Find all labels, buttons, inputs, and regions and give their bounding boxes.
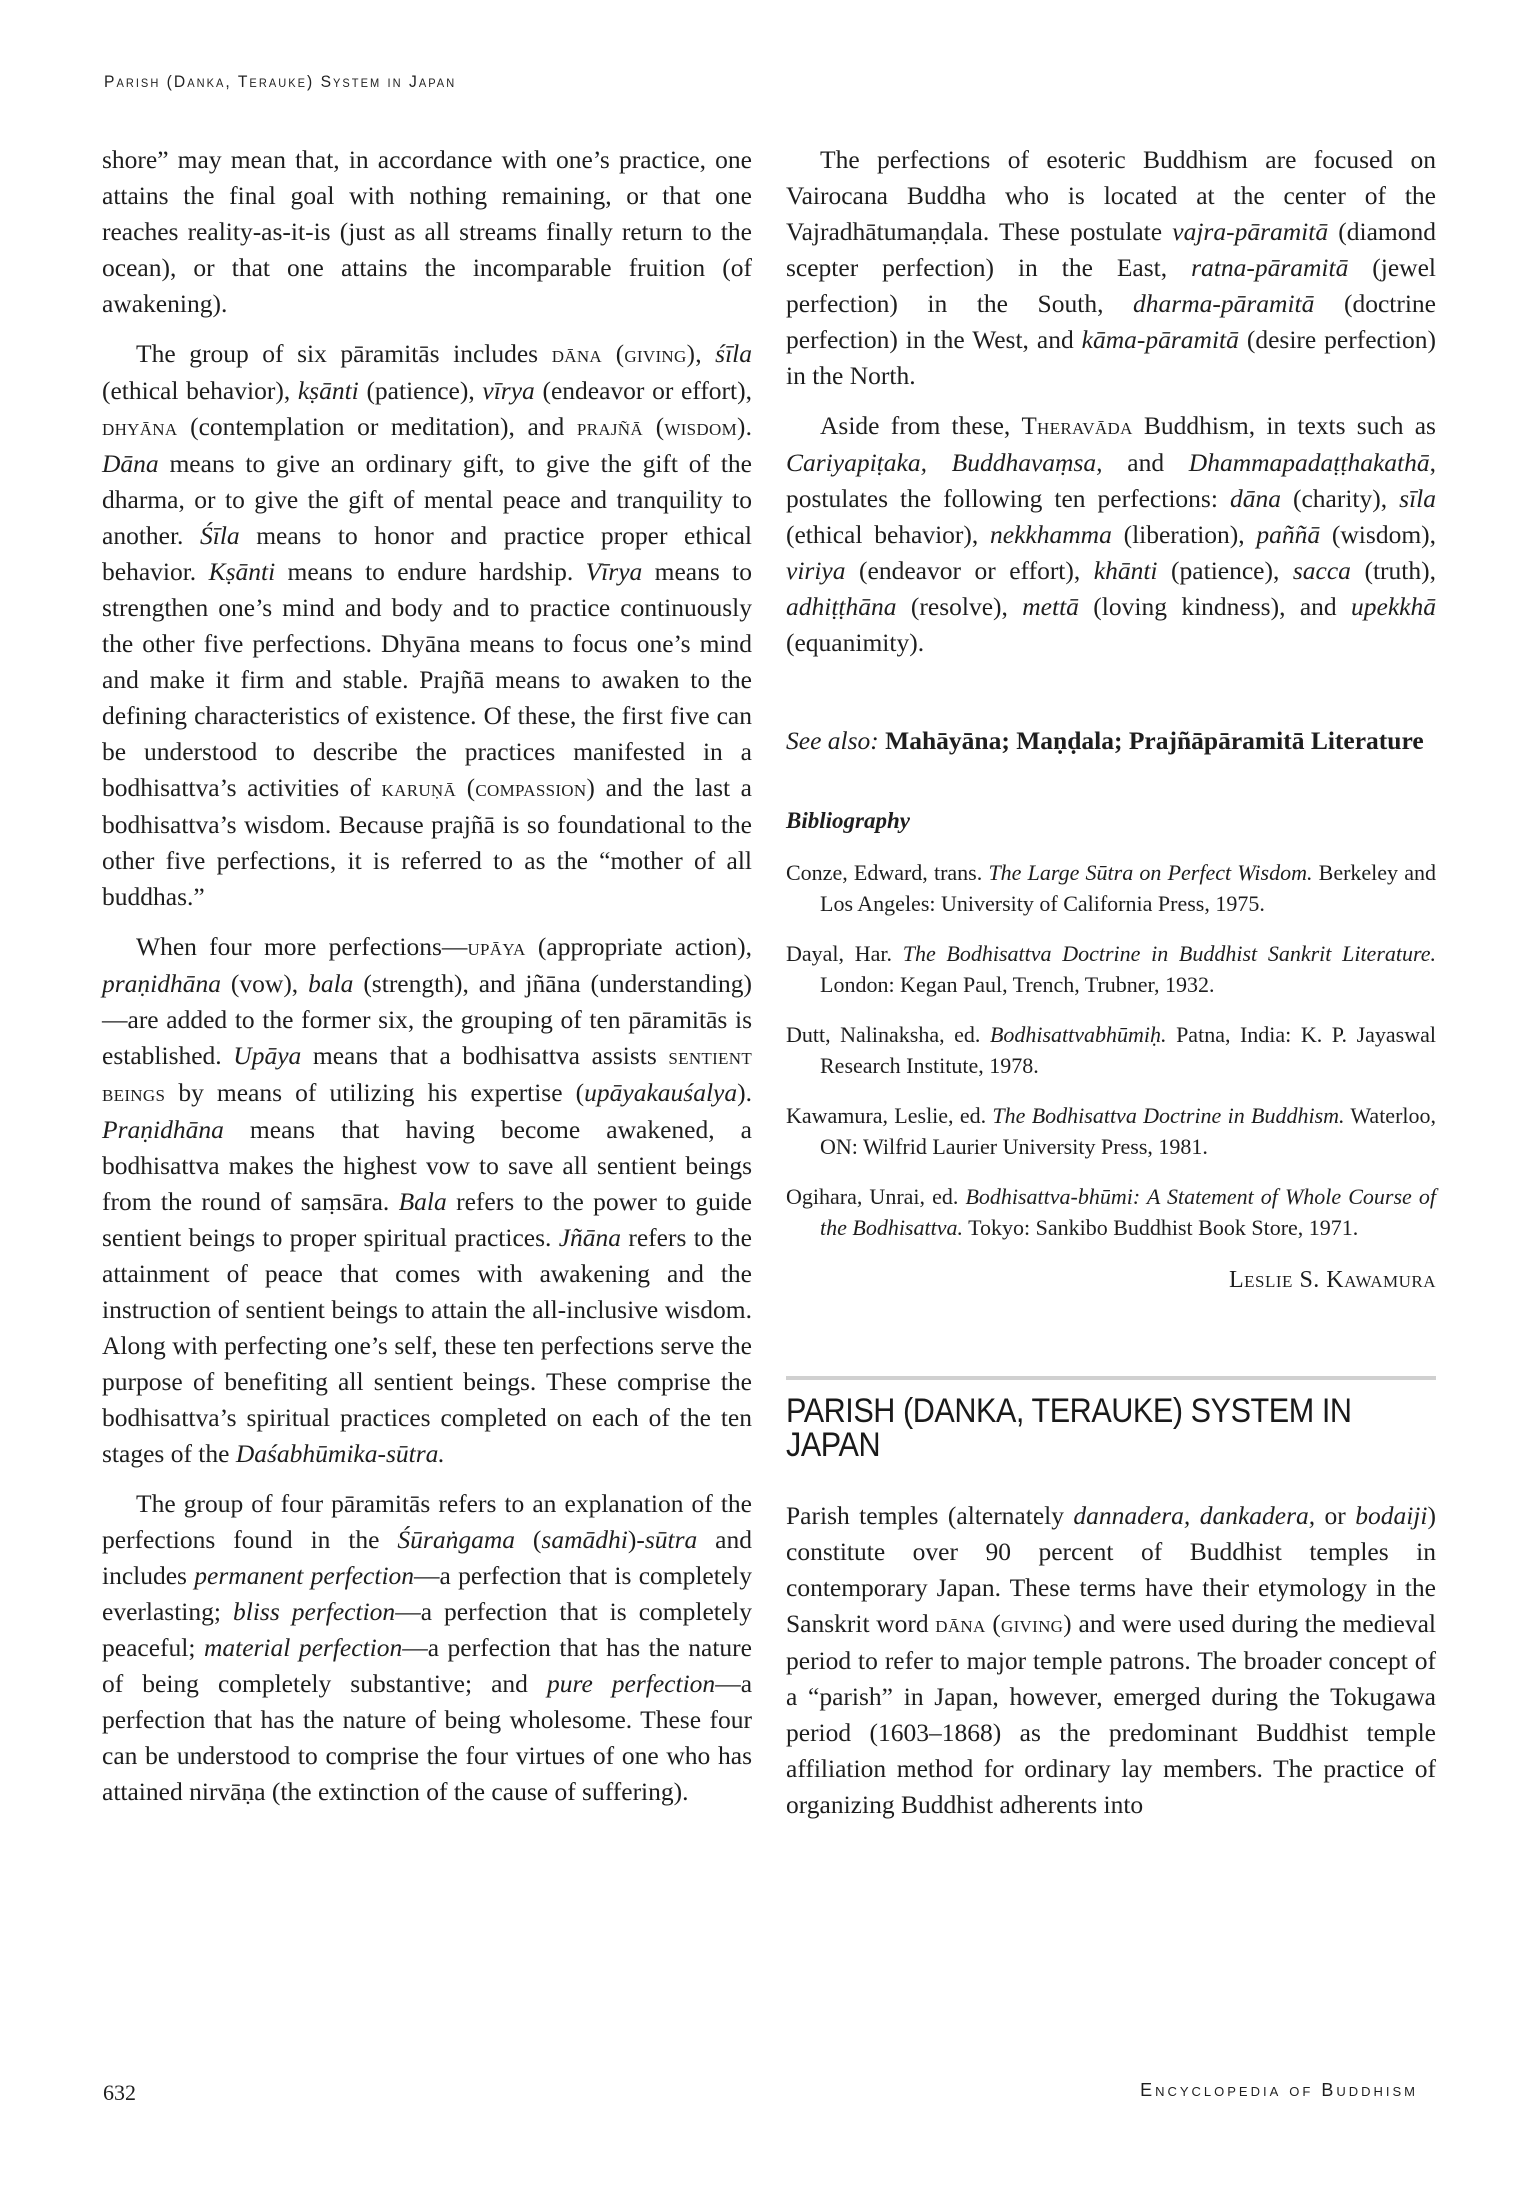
term: adhiṭṭhāna (786, 592, 897, 621)
term: upekkhā (1351, 592, 1436, 621)
bib-author: Ogihara, Unrai, ed. (786, 1184, 966, 1209)
text: (truth), (1350, 556, 1436, 585)
paragraph-theravada-perfections (786, 408, 1436, 661)
text: and (1102, 448, 1189, 477)
paragraph-ten-paramitas (102, 929, 752, 1472)
see-also-label: See also: (786, 726, 879, 755)
text: Parish temples (alternately (786, 1501, 1074, 1530)
term: Vīrya (585, 557, 643, 586)
bib-publisher: Tokyo: Sankibo Buddhist Book Store, 1971. (962, 1215, 1359, 1240)
bibliography-entry (786, 1019, 1436, 1081)
term: dāna (1229, 484, 1281, 513)
text: Buddhism, in texts such as (1132, 411, 1436, 440)
right-column (786, 142, 1436, 1837)
text: The group of four pāramitās refers to an explanation of the perfections found in the (102, 1489, 752, 1554)
text: The group of six pāramitās includes (136, 339, 552, 368)
bib-publisher: Berkeley and Los Angeles: University of California Press, 1975. (820, 860, 1437, 916)
term: sacca (1292, 556, 1351, 585)
term: Praṇidhāna (102, 1115, 224, 1144)
text: (vow), (221, 969, 309, 998)
text: (diamond scepter perfection) in the East, (786, 217, 1436, 282)
term: praṇidhāna (102, 969, 222, 998)
term: mettā (1022, 592, 1079, 621)
bib-title: The Bodhisattva Doctrine in Buddhism. (992, 1103, 1345, 1128)
bibliography-title: Bibliography (786, 808, 910, 833)
text: means to strengthen one’s mind and body and to practice continuously the other five perfections. Dhyāna means to focus one’s mind and make it firm and stable. Prajñā means to awaken to the defining characteristics of existence. Of these, the first five can be understood to describe the practices manifested in a bodhisattva’s activities of (102, 557, 752, 802)
text: (strength), and jñāna (understanding)—are added to the former six, the grouping of ten pāramitās is established. (102, 969, 752, 1070)
running-head: Parish (Danka, Terauke) System in Japan (104, 72, 457, 91)
see-also (786, 723, 1436, 759)
text: (equanimity). (786, 628, 925, 657)
text: means to give an ordinary gift, to give the gift of the dharma, or to give the gift of mental peace and tranquility to another. (102, 449, 752, 550)
term: kāma-pāramitā (1081, 325, 1239, 354)
text: —a perfection that has the nature of being completely substantive; and (102, 1633, 752, 1698)
term: Jñāna (558, 1223, 622, 1252)
term: sīla (1399, 484, 1437, 513)
bibliography-entry (786, 1181, 1436, 1243)
text: (ethical behavior), (102, 376, 298, 405)
paragraph-esoteric-perfections (786, 142, 1436, 394)
term: viriya (786, 556, 846, 585)
text: —a perfection that has the nature of being wholesome. These four can be understood to comprise the four virtues of one who has attained nirvāṇa (the extinction of the cause of suffering). (102, 1669, 753, 1806)
bibliography-entry (786, 857, 1436, 919)
cross-reference-link[interactable]: Theravāda (1021, 413, 1133, 440)
text: (endeavor or effort), (534, 376, 753, 405)
section-divider (786, 1376, 1436, 1380)
text: and includes (102, 1525, 752, 1590)
term: paññā (1256, 520, 1321, 549)
term: pure perfection (546, 1669, 716, 1698)
bibliography-list (786, 857, 1436, 1243)
text: (patience), (358, 376, 483, 405)
bib-title: The Large Sūtra on Perfect Wisdom. (988, 860, 1313, 885)
text: by means of utilizing his expertise ( (165, 1078, 585, 1107)
bib-publisher: London: Kegan Paul, Trench, Trubner, 1932. (820, 972, 1215, 997)
term: Cariyapiṭaka, Buddhavaṃsa, (786, 448, 1103, 477)
cross-reference-link[interactable]: dāna (giving) (551, 341, 696, 368)
bib-author: Dayal, Har. (786, 941, 903, 966)
bibliography-entry (786, 1100, 1436, 1162)
text: (jewel perfection) in the South, (786, 253, 1436, 318)
term: vajra-pāramitā (1172, 217, 1329, 246)
text: means that a bodhisattva assists (301, 1041, 669, 1070)
text: means to endure hardship. (275, 557, 586, 586)
term: upāyakauśalya (584, 1078, 738, 1107)
cross-reference-link[interactable]: dāna (giving) (935, 1611, 1072, 1638)
text: (endeavor or effort), (845, 556, 1094, 585)
term: vīrya (482, 376, 535, 405)
text: (wisdom), (1320, 520, 1437, 549)
text: (contemplation or meditation), and (177, 412, 577, 441)
bib-title: The Bodhisattva Doctrine in Buddhist Sankrit Literature. (902, 941, 1436, 966)
bib-publisher: Waterloo, ON: Wilfrid Laurier University Press, 1981. (820, 1103, 1437, 1159)
term: śīla (715, 339, 753, 368)
text: )- (627, 1525, 645, 1554)
article-author: Leslie S. Kawamura (1229, 1267, 1436, 1293)
text: (desire perfection) in the North. (786, 325, 1437, 390)
text: (loving kindness), and (1078, 592, 1352, 621)
left-column (102, 142, 752, 1824)
term: Dhammapadaṭṭhakathā (1188, 448, 1430, 477)
text: refers to the power to guide sentient beings to proper spiritual practices. (102, 1187, 752, 1252)
paragraph-continuation: shore” may mean that, in accordance with one’s practice, one attains the final goal with nothing remaining, or that one reaches reality-as-it-is (just as all streams finally return to the ocean), or that one attains the incomparable fruition (of awakening). (102, 145, 752, 318)
term: Kṣānti (208, 557, 276, 586)
bib-title: Bodhisattvabhūmiḥ. (989, 1022, 1167, 1047)
text: —a perfection that is completely everlasting; (102, 1561, 752, 1626)
bib-author: Conze, Edward, trans. (786, 860, 989, 885)
term: Upāya (233, 1041, 302, 1070)
text: (liberation), (1111, 520, 1257, 549)
publication-title: Encyclopedia of Buddhism (1140, 2080, 1418, 2100)
bibliography-entry (786, 938, 1436, 1000)
term: dharma-pāramitā (1133, 289, 1315, 318)
text: , postulates the following ten perfections: (786, 448, 1436, 513)
cross-reference-link[interactable]: sentient beings (102, 1043, 752, 1107)
see-also-links[interactable]: Mahāyāna; Maṇḍala; Prajñāpāramitā Literature (885, 726, 1424, 755)
text: (ethical behavior), (786, 520, 991, 549)
bib-author: Kawamura, Leslie, ed. (786, 1103, 993, 1128)
section-heading: PARISH (DANKA, TERAUKE) SYSTEM IN JAPAN (786, 1392, 1352, 1464)
text: and the last a bodhisattva’s wisdom. Because prajñā is so foundational to the other five perfections, it is referred to as the “mother of all buddhas.” (102, 773, 753, 911)
text: means to honor and practice proper ethical behavior. (102, 521, 752, 586)
bib-title: Bodhisattva-bhūmi: A Statement of Whole Course of the Bodhisattva. (820, 1184, 1437, 1240)
term: ratna-pāramitā (1191, 253, 1349, 282)
term: material perfection (203, 1633, 403, 1662)
text: (charity), (1280, 484, 1400, 513)
text: (resolve), (896, 592, 1023, 621)
bib-author: Dutt, Nalinaksha, ed. (786, 1022, 990, 1047)
term: kṣānti (297, 376, 359, 405)
term: bliss perfection (233, 1597, 396, 1626)
text: The perfections of esoteric Buddhism are focused on Vairocana Buddha who is located at the center of the Vajradhātumaṇḍala. These postulate (786, 145, 1436, 246)
term: samādhi (541, 1525, 628, 1554)
text: . (745, 412, 752, 441)
text: When four more perfections— (136, 932, 468, 961)
text: (doctrine perfection) in the West, and (786, 289, 1436, 354)
term: permanent perfection (194, 1561, 415, 1590)
text: ) constitute over 90 percent of Buddhist temples in contemporary Japan. These terms have their etymology in the Sanskrit word (786, 1501, 1436, 1638)
term: Dāna (102, 449, 159, 478)
text: , (695, 339, 716, 368)
text: refers to the attainment of peace that comes with awakening and the instruction of sentient beings to attain the all-inclusive wisdom. Along with perfecting one’s self, these ten perfections serve the purpose of benefiting all sentient beings. These comprise the bodhisattva’s spiritual practices completed on each of the ten stages of the (102, 1223, 752, 1468)
term: Daśabhūmika-sūtra. (235, 1439, 445, 1468)
term: khānti (1093, 556, 1158, 585)
bib-publisher: Patna, India: K. P. Jayaswal Research Institute, 1978. (820, 1022, 1436, 1078)
cross-reference-link[interactable]: dhyāna (102, 414, 178, 441)
cross-reference-link[interactable]: karuṇā (compassion) (381, 775, 596, 802)
text: ). (737, 1078, 752, 1107)
paragraph-parish-intro (786, 1498, 1436, 1823)
cross-reference-link[interactable]: prajñā (wisdom) (576, 414, 746, 441)
term: bala (308, 969, 354, 998)
cross-reference-link[interactable]: upāya (467, 934, 526, 961)
term: bodaiji (1355, 1501, 1428, 1530)
text: ( (515, 1525, 542, 1554)
term: Bala (398, 1187, 447, 1216)
term: nekkhamma (990, 520, 1112, 549)
text: —a perfection that is completely peaceful; (102, 1597, 753, 1662)
term: dannadera, dankadera, (1073, 1501, 1316, 1530)
text: Aside from these, (820, 411, 1022, 440)
text: or (1315, 1501, 1356, 1530)
text: (appropriate action), (525, 932, 752, 961)
text: means that having become awakened, a bodhisattva makes the highest vow to save all sentient beings from the round of saṃsāra. (102, 1115, 752, 1216)
paragraph-six-paramitas (102, 336, 752, 915)
term: Śīla (199, 521, 240, 550)
paragraph-four-paramitas (102, 1486, 752, 1810)
text: (patience), (1157, 556, 1293, 585)
term: Śūraṅgama (397, 1525, 515, 1554)
term: sūtra (644, 1525, 698, 1554)
text: and were used during the medieval period to refer to major temple patrons. The broader concept of a “parish” in Japan, however, emerged during the Tokugawa period (1603–1868) as the predominant Buddhist temple affiliation method for ordinary lay members. The practice of organizing Buddhist adherents into (786, 1609, 1436, 1819)
page-number: 632 (103, 2080, 136, 2105)
